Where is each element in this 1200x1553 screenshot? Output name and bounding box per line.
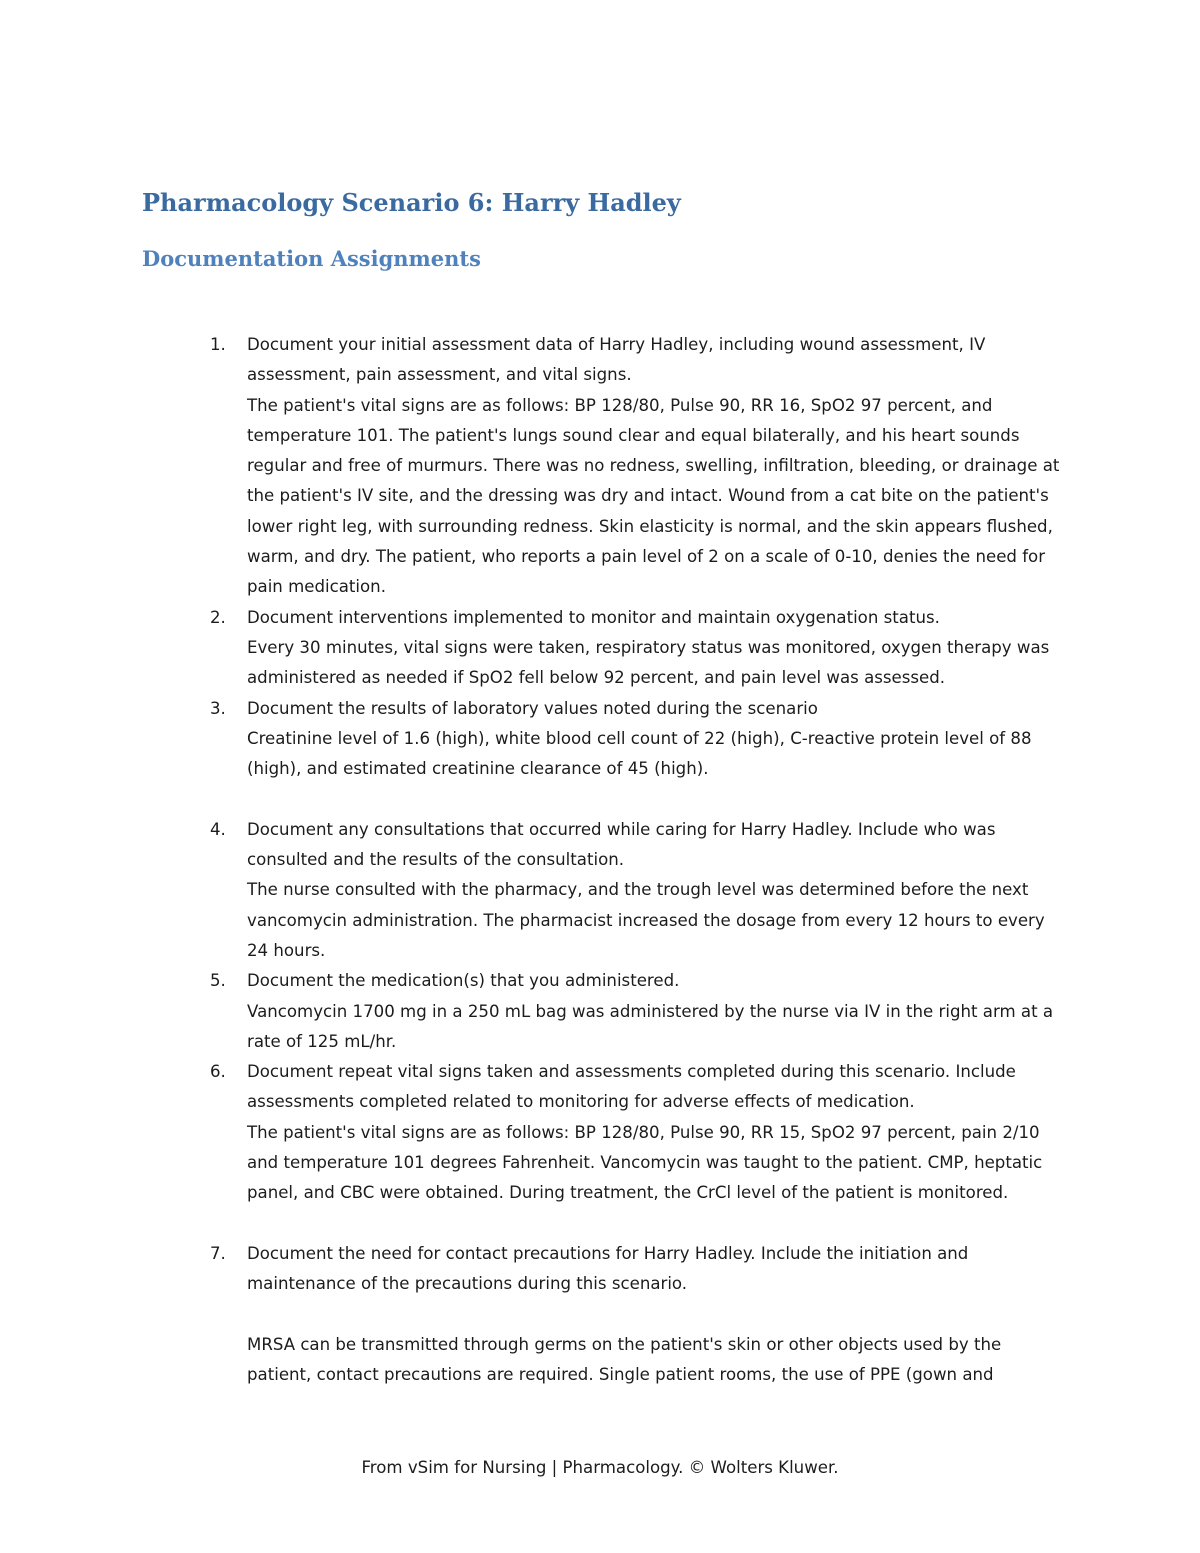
item-prompt: Document any consultations that occurred while caring for Harry Hadley. Include who was consulted and the results of the consultation.: [247, 819, 996, 870]
list-spacer: [200, 784, 1060, 814]
item-answer: The patient's vital signs are as follows: BP 128/80, Pulse 90, RR 15, SpO2 97 percent, pain 2/10 and temperature 101 degrees Fahrenheit. Vancomycin was taught to the patient. CMP, heptatic panel, and CBC were obtained. During treatment, the CrCl level of the patient is monitored.: [247, 1122, 1043, 1203]
assignment-list: [200, 330, 1060, 1390]
list-spacer: [200, 1209, 1060, 1239]
assignment-item-4: [200, 815, 1060, 966]
item-answer: MRSA can be transmitted through germs on the patient's skin or other objects used by the patient, contact precautions are required. Single patient rooms, the use of PPE (gown and: [247, 1334, 1002, 1385]
item-prompt: Document your initial assessment data of Harry Hadley, including wound assessment, IV assessment, pain assessment, and vital signs.: [247, 335, 986, 385]
item-number: 7.: [210, 1243, 226, 1263]
item-number: 2.: [210, 607, 226, 627]
assignment-item-1: [200, 330, 1060, 603]
item-number: 1.: [210, 335, 226, 354]
assignment-item-2: [200, 603, 1060, 694]
item-prompt: Document the results of laboratory values noted during the scenario: [247, 698, 818, 718]
item-prompt: Document the medication(s) that you administered.: [247, 971, 680, 991]
item-number: 5.: [210, 971, 226, 991]
item-answer: Every 30 minutes, vital signs were taken, respiratory status was monitored, oxygen therapy was administered as needed if SpO2 fell below 92 percent, and pain level was assessed.: [247, 637, 1050, 688]
item-prompt: Document repeat vital signs taken and assessments completed during this scenario. Include assessments completed related to monitoring for adverse effects of medication.: [247, 1062, 1016, 1112]
page-footer: From vSim for Nursing | Pharmacology. © Wolters Kluwer.: [361, 1458, 839, 1477]
item-answer: The nurse consulted with the pharmacy, and the trough level was determined before the next vancomycin administration. The pharmacist increased the dosage from every 12 hours to every 24 hours.: [247, 880, 1045, 960]
item-number: 3.: [210, 698, 226, 718]
assignment-item-3: [200, 694, 1060, 785]
item-number: 4.: [210, 819, 226, 839]
item-answer: Creatinine level of 1.6 (high), white blood cell count of 22 (high), C-reactive protein level of 88 (high), and estimated creatinine clearance of 45 (high).: [247, 728, 1032, 779]
assignment-item-5: [200, 966, 1060, 1057]
item-answer: Vancomycin 1700 mg in a 250 mL bag was administered by the nurse via IV in the right arm at a rate of 125 mL/hr.: [247, 1001, 1054, 1051]
item-answer: The patient's vital signs are as follows: BP 128/80, Pulse 90, RR 16, SpO2 97 percent, and temperature 101. The patient's lungs sound clear and equal bilaterally, and his heart sounds regular and free of murmurs. There was no redness, swelling, infiltration, bleeding, or drainage at the patient's IV site, and the dressing was dry and intact. Wound from a cat bite on the patient's lower right leg, with surrounding redness. Skin elasticity is normal, and the skin appears flushed, warm, and dry. The patient, who reports a pain level of 2 on a scale of 0-10, denies the need for pain medication.: [247, 395, 1060, 597]
document-title: Pharmacology Scenario 6: Harry Hadley: [142, 188, 681, 217]
item-prompt: Document interventions implemented to monitor and maintain oxygenation status.: [247, 607, 940, 627]
item-prompt: Document the need for contact precautions for Harry Hadley. Include the initiation and maintenance of the precautions during this scenario.: [247, 1243, 969, 1294]
item-number: 6.: [210, 1062, 226, 1082]
assignment-item-6: [200, 1057, 1060, 1208]
section-heading: Documentation Assignments: [142, 246, 481, 271]
paragraph-spacer: [247, 1300, 1060, 1330]
assignment-item-7: [200, 1239, 1060, 1390]
